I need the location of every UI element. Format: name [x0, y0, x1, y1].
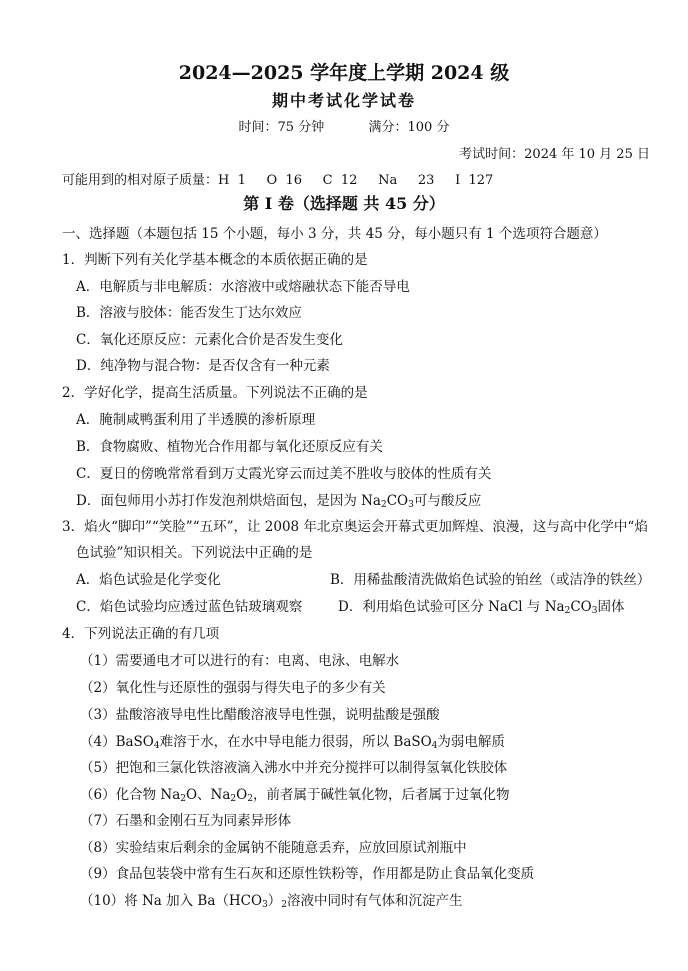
q4-statement-7: （7）石墨和金刚石互为同素异形体 — [80, 813, 292, 829]
q3-stem-line2: 色试验”知识相关。下列说法中正确的是 — [76, 545, 313, 561]
exam-title: 2024—2025 学年度上学期 2024 级 — [178, 62, 510, 84]
q4-statement-2: （2）氧化性与还原性的强弱与得失电子的多少有关 — [80, 680, 386, 696]
q4-s6-sub: 2 — [180, 794, 186, 804]
q2-d-text: 可与酸反应 — [413, 493, 482, 509]
q4-statement-4 — [80, 732, 505, 756]
q4-s10-text: （10）将 Na 加入 Ba（HCO — [80, 893, 263, 909]
q4-s10-sub: 3 — [262, 900, 268, 910]
q4-statement-10 — [80, 891, 463, 915]
q2-d-sub: 2 — [380, 500, 387, 510]
q4-s4-text: （4）BaSO — [80, 734, 154, 750]
q3-d-text: 固体 — [597, 599, 625, 615]
exam-meta — [0, 118, 688, 138]
time-limit: 时间：75 分钟 — [238, 120, 325, 135]
q4-s4-sub: 4 — [153, 741, 160, 751]
q3-option-a: A．焰色试验是化学变化 — [76, 572, 221, 588]
q2-d-text: D．面包师用小苏打作发泡剂烘焙面包，是因为 Na — [76, 493, 381, 509]
q2-option-b: B．食物腐败、植物光合作用都与氧化还原反应有关 — [76, 439, 383, 455]
q3-d-sub: 2 — [564, 606, 571, 616]
q4-statement-5: （5）把饱和三氯化铁溶液滴入沸水中并充分搅拌可以制得氢氧化铁胶体 — [80, 760, 508, 776]
q4-stem: 4．下列说法正确的有几项 — [62, 626, 220, 642]
q4-statement-1: （1）需要通电才可以进行的有：电离、电泳、电解水 — [80, 653, 400, 669]
q4-s4-text: 难溶于水，在水中导电能力很弱，所以 BaSO — [159, 734, 432, 750]
q4-s10-text: 溶液中同时有气体和沉淀产生 — [287, 893, 463, 909]
full-score: 满分：100 分 — [368, 120, 450, 135]
q4-s6-text: ，前者属于碱性氧化物，后者属于过氧化物 — [252, 787, 510, 803]
q4-statement-6 — [80, 785, 509, 809]
q4-s6-text: O — [236, 787, 248, 803]
exam-date: 考试时间：2024 年 10 月 25 日 — [459, 147, 650, 162]
q3-option-c: C．焰色试验均应透过蓝色钴玻璃观察 — [76, 599, 303, 615]
q3-option-b: B．用稀盐酸清洗做焰色试验的铂丝（或洁净的铁丝） — [330, 572, 651, 588]
q1-stem: 1．判断下列有关化学基本概念的本质依据正确的是 — [62, 252, 368, 268]
q3-option-d — [338, 597, 624, 621]
q4-statement-3: （3）盐酸溶液导电性比醋酸溶液导电性强，说明盐酸是强酸 — [80, 707, 440, 723]
q4-s10-text: ） — [267, 893, 282, 909]
q3-d-text: CO — [570, 599, 592, 615]
section-instruction: 一、选择题（本题包括 15 个小题，每小 3 分，共 45 分，每小题只有 1 个选项符合题意） — [62, 226, 607, 242]
q4-statement-9: （9）食品包装袋中常有生石灰和还原性铁粉等，作用都是防止食品氧化变质 — [80, 866, 535, 882]
exam-subtitle: 期中考试化学试卷 — [271, 91, 416, 110]
q4-s4-sub: 4 — [431, 741, 438, 751]
section-title: 第 I 卷（选择题 共 45 分） — [243, 194, 445, 213]
q1-option-c: C．氧化还原反应：元素化合价是否发生变化 — [76, 332, 343, 348]
q4-s10-sub: 2 — [281, 900, 288, 910]
q4-s6-sub: 2 — [247, 794, 253, 804]
q4-statement-8: （8）实验结束后剩余的金属钠不能随意丢弃，应放回原试剂瓶中 — [80, 840, 467, 856]
q4-s6-sub: 2 — [230, 794, 237, 804]
q3-d-sub: 3 — [591, 606, 598, 616]
q2-option-c: C．夏日的傍晚常常看到万丈霞光穿云而过美不胜收与胶体的性质有关 — [76, 466, 492, 482]
q2-d-sub: 3 — [408, 500, 414, 510]
q3-stem-line1: 3．焰火“脚印”“笑脸”“五环”，让 2008 年北京奥运会开幕式更加辉煌、浪漫，这与高中化学中“焰 — [62, 519, 648, 535]
q2-option-d — [76, 491, 481, 515]
q4-s6-text: O、Na — [185, 787, 231, 803]
q4-s4-text: 为弱电解质 — [437, 734, 505, 750]
q2-stem: 2．学好化学，提高生活质量。下列说法不正确的是 — [62, 385, 368, 401]
atomic-masses: 可能用到的相对原子质量：H 1 O 16 C 12 Na 23 I 127 — [62, 173, 494, 188]
q3-d-text: D．利用焰色试验可区分 NaCl 与 Na — [338, 599, 565, 615]
q1-option-d: D．纯净物与混合物：是否仅含有一种元素 — [76, 358, 330, 374]
q4-s6-text: （6）化合物 Na — [80, 787, 181, 803]
q1-option-b: B．溶液与胶体：能否发生丁达尔效应 — [76, 305, 302, 321]
q1-option-a: A．电解质与非电解质：水溶液中或熔融状态下能否导电 — [76, 279, 410, 295]
q2-d-text: CO — [386, 493, 409, 509]
q2-option-a: A．腌制咸鸭蛋利用了半透膜的渗析原理 — [76, 412, 316, 428]
